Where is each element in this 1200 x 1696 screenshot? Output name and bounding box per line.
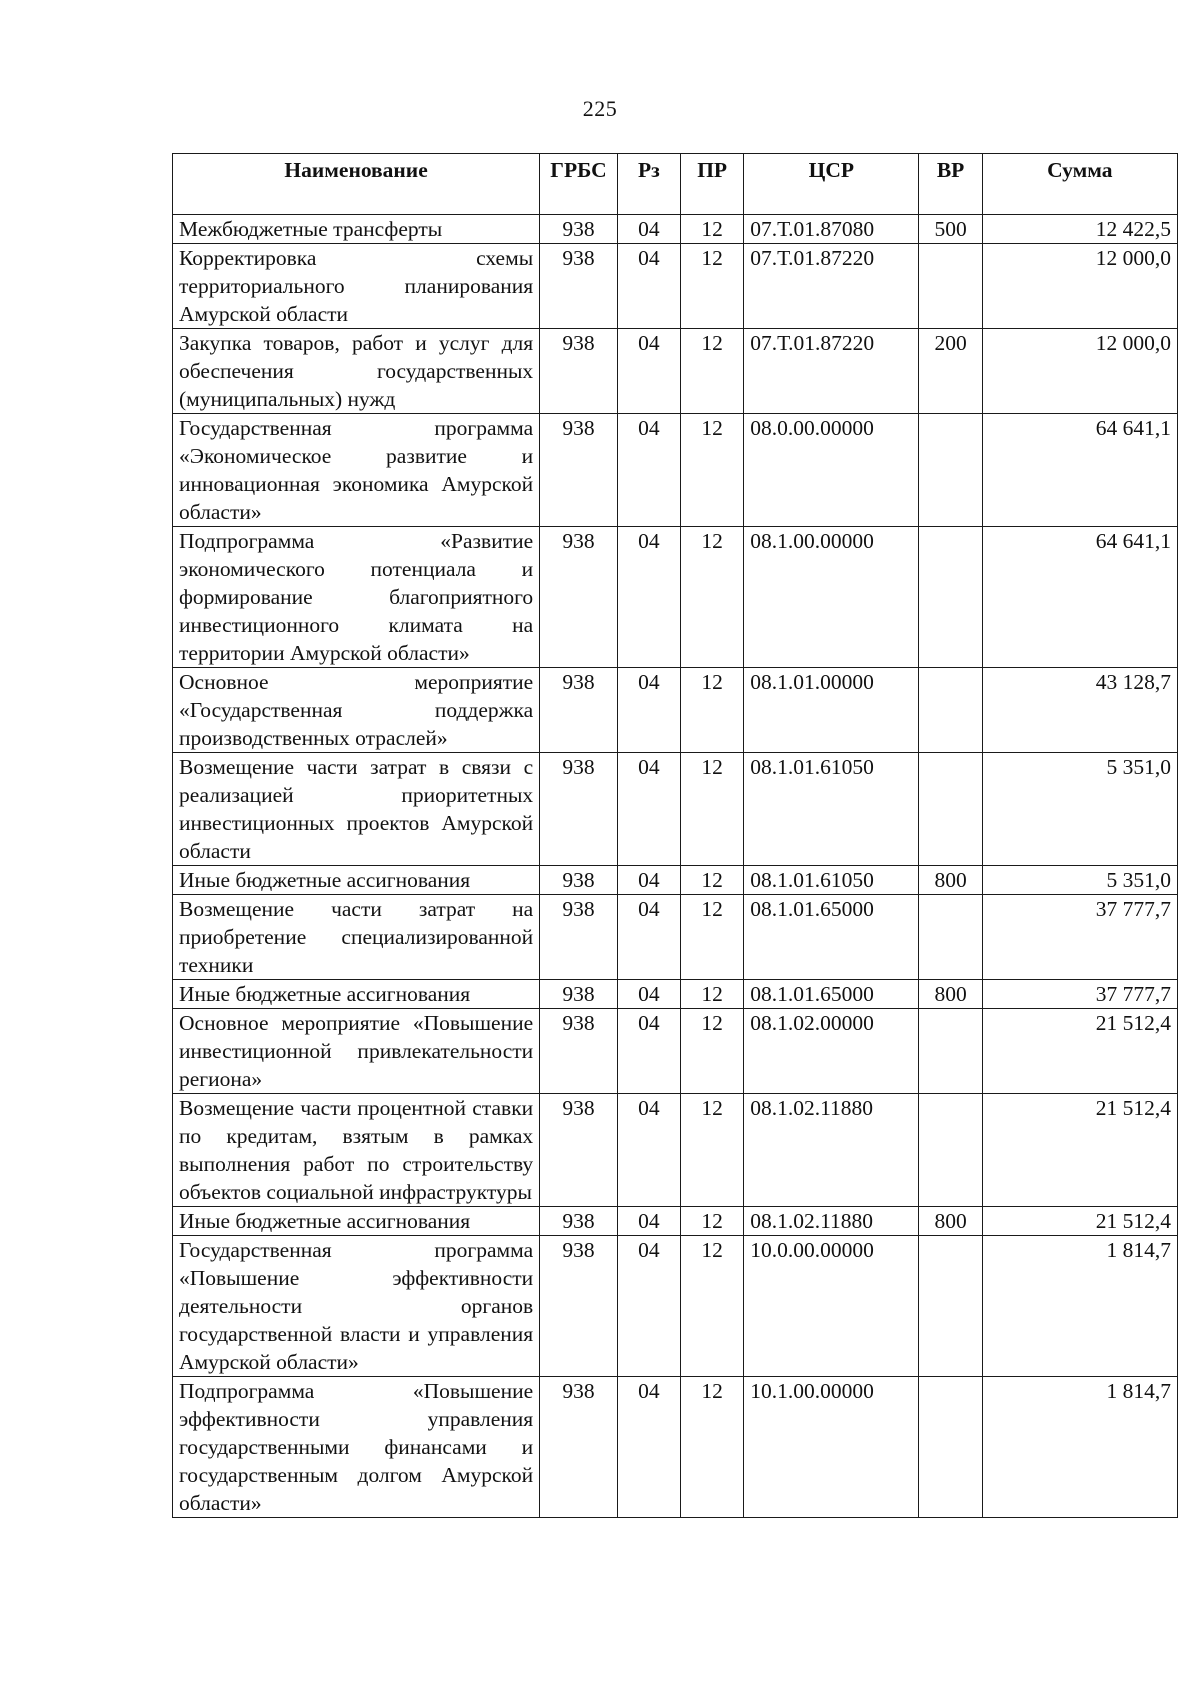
cell-pr: 12 — [681, 1207, 744, 1236]
cell-name: Иные бюджетные ассигнования — [173, 980, 540, 1009]
cell-sum: 21 512,4 — [982, 1094, 1177, 1207]
cell-rz: 04 — [617, 215, 680, 244]
cell-vr: 500 — [919, 215, 982, 244]
cell-vr — [919, 895, 982, 980]
table-row — [173, 668, 1178, 753]
cell-vr — [919, 753, 982, 866]
cell-name: Подпрограмма «Повышение эффективности управления государственными финансами и государственным долгом Амурской области» — [173, 1377, 540, 1518]
cell-name: Иные бюджетные ассигнования — [173, 866, 540, 895]
cell-name: Подпрограмма «Развитие экономического потенциала и формирование благоприятного инвестиционного климата на территории Амурской области» — [173, 527, 540, 668]
cell-name: Возмещение части затрат в связи с реализацией приоритетных инвестиционных проектов Амурской области — [173, 753, 540, 866]
cell-name: Межбюджетные трансферты — [173, 215, 540, 244]
header-name: Наименование — [173, 154, 540, 215]
cell-csr: 07.Т.01.87220 — [744, 244, 919, 329]
cell-name: Государственная программа «Экономическое развитие и инновационная экономика Амурской области» — [173, 414, 540, 527]
cell-grbs: 938 — [540, 668, 618, 753]
table-row — [173, 1236, 1178, 1377]
table-row — [173, 1377, 1178, 1518]
cell-rz: 04 — [617, 1009, 680, 1094]
cell-name: Возмещение части затрат на приобретение специализированной техники — [173, 895, 540, 980]
table-row — [173, 753, 1178, 866]
table-row — [173, 215, 1178, 244]
cell-name: Иные бюджетные ассигнования — [173, 1207, 540, 1236]
table-row — [173, 527, 1178, 668]
cell-sum: 5 351,0 — [982, 753, 1177, 866]
cell-grbs: 938 — [540, 329, 618, 414]
cell-rz: 04 — [617, 895, 680, 980]
cell-grbs: 938 — [540, 215, 618, 244]
cell-csr: 08.1.00.00000 — [744, 527, 919, 668]
cell-grbs: 938 — [540, 1094, 618, 1207]
cell-rz: 04 — [617, 1207, 680, 1236]
cell-sum: 1 814,7 — [982, 1236, 1177, 1377]
cell-pr: 12 — [681, 215, 744, 244]
cell-grbs: 938 — [540, 980, 618, 1009]
cell-vr: 200 — [919, 329, 982, 414]
cell-sum: 37 777,7 — [982, 980, 1177, 1009]
cell-csr: 08.1.01.61050 — [744, 866, 919, 895]
cell-vr — [919, 1094, 982, 1207]
cell-pr: 12 — [681, 527, 744, 668]
header-grbs: ГРБС — [540, 154, 618, 215]
cell-pr: 12 — [681, 866, 744, 895]
table-row — [173, 1207, 1178, 1236]
cell-pr: 12 — [681, 668, 744, 753]
cell-pr: 12 — [681, 980, 744, 1009]
table-row — [173, 329, 1178, 414]
cell-pr: 12 — [681, 244, 744, 329]
header-sum: Сумма — [982, 154, 1177, 215]
table-row — [173, 1009, 1178, 1094]
cell-csr: 08.1.01.61050 — [744, 753, 919, 866]
cell-rz: 04 — [617, 1377, 680, 1518]
cell-grbs: 938 — [540, 1207, 618, 1236]
cell-pr: 12 — [681, 895, 744, 980]
header-vr: ВР — [919, 154, 982, 215]
cell-sum: 12 000,0 — [982, 244, 1177, 329]
cell-pr: 12 — [681, 329, 744, 414]
cell-rz: 04 — [617, 329, 680, 414]
table-row — [173, 866, 1178, 895]
cell-sum: 5 351,0 — [982, 866, 1177, 895]
cell-sum: 43 128,7 — [982, 668, 1177, 753]
header-rz: Рз — [617, 154, 680, 215]
cell-vr — [919, 527, 982, 668]
cell-csr: 08.1.02.00000 — [744, 1009, 919, 1094]
cell-grbs: 938 — [540, 753, 618, 866]
cell-name: Основное мероприятие «Повышение инвестиционной привлекательности региона» — [173, 1009, 540, 1094]
table-header-row — [173, 154, 1178, 215]
cell-grbs: 938 — [540, 866, 618, 895]
header-pr: ПР — [681, 154, 744, 215]
cell-vr — [919, 414, 982, 527]
cell-csr: 08.1.01.65000 — [744, 980, 919, 1009]
page-number: 225 — [582, 96, 618, 121]
cell-rz: 04 — [617, 753, 680, 866]
table-row — [173, 414, 1178, 527]
cell-grbs: 938 — [540, 414, 618, 527]
cell-grbs: 938 — [540, 1009, 618, 1094]
table-row — [173, 980, 1178, 1009]
table-row — [173, 1094, 1178, 1207]
cell-rz: 04 — [617, 668, 680, 753]
cell-rz: 04 — [617, 1236, 680, 1377]
cell-csr: 10.0.00.00000 — [744, 1236, 919, 1377]
cell-csr: 08.1.02.11880 — [744, 1094, 919, 1207]
cell-csr: 08.1.01.00000 — [744, 668, 919, 753]
cell-rz: 04 — [617, 980, 680, 1009]
cell-sum: 64 641,1 — [982, 414, 1177, 527]
cell-name: Основное мероприятие «Государственная поддержка производственных отраслей» — [173, 668, 540, 753]
cell-sum: 64 641,1 — [982, 527, 1177, 668]
cell-grbs: 938 — [540, 244, 618, 329]
cell-csr: 08.1.01.65000 — [744, 895, 919, 980]
cell-rz: 04 — [617, 866, 680, 895]
cell-csr: 07.Т.01.87080 — [744, 215, 919, 244]
cell-pr: 12 — [681, 1236, 744, 1377]
cell-vr — [919, 1377, 982, 1518]
cell-sum: 12 000,0 — [982, 329, 1177, 414]
cell-rz: 04 — [617, 414, 680, 527]
cell-pr: 12 — [681, 414, 744, 527]
cell-sum: 21 512,4 — [982, 1009, 1177, 1094]
budget-table — [172, 153, 1178, 1518]
cell-grbs: 938 — [540, 527, 618, 668]
cell-csr: 07.Т.01.87220 — [744, 329, 919, 414]
cell-rz: 04 — [617, 244, 680, 329]
table-row — [173, 244, 1178, 329]
cell-name: Возмещение части процентной ставки по кредитам, взятым в рамках выполнения работ по строительству объектов социальной инфраструктуры — [173, 1094, 540, 1207]
cell-sum: 12 422,5 — [982, 215, 1177, 244]
cell-pr: 12 — [681, 1094, 744, 1207]
cell-sum: 1 814,7 — [982, 1377, 1177, 1518]
cell-csr: 08.0.00.00000 — [744, 414, 919, 527]
cell-vr — [919, 1236, 982, 1377]
cell-pr: 12 — [681, 1377, 744, 1518]
cell-name: Закупка товаров, работ и услуг для обеспечения государственных (муниципальных) нужд — [173, 329, 540, 414]
cell-pr: 12 — [681, 1009, 744, 1094]
cell-grbs: 938 — [540, 895, 618, 980]
cell-rz: 04 — [617, 1094, 680, 1207]
cell-name: Корректировка схемы территориального планирования Амурской области — [173, 244, 540, 329]
table-row — [173, 895, 1178, 980]
cell-csr: 10.1.00.00000 — [744, 1377, 919, 1518]
cell-vr — [919, 1009, 982, 1094]
cell-pr: 12 — [681, 753, 744, 866]
cell-vr: 800 — [919, 980, 982, 1009]
cell-grbs: 938 — [540, 1236, 618, 1377]
cell-sum: 21 512,4 — [982, 1207, 1177, 1236]
cell-vr: 800 — [919, 1207, 982, 1236]
header-csr: ЦСР — [744, 154, 919, 215]
cell-vr — [919, 668, 982, 753]
cell-rz: 04 — [617, 527, 680, 668]
cell-vr — [919, 244, 982, 329]
cell-name: Государственная программа «Повышение эффективности деятельности органов государственной власти и управления Амурской области» — [173, 1236, 540, 1377]
cell-csr: 08.1.02.11880 — [744, 1207, 919, 1236]
cell-grbs: 938 — [540, 1377, 618, 1518]
cell-vr: 800 — [919, 866, 982, 895]
cell-sum: 37 777,7 — [982, 895, 1177, 980]
